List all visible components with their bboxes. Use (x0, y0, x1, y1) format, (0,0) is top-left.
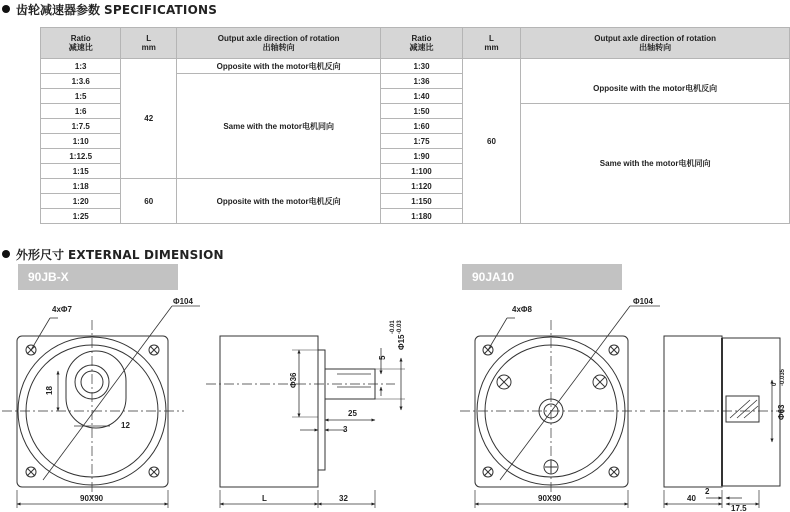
ratio-cell: 1:12.5 (41, 149, 121, 164)
l-cell: 42 (121, 59, 177, 179)
direction-header: Output axle direction of rotation 出轴转向 (521, 28, 790, 59)
mounting-hole-icon (609, 345, 619, 355)
ratio-cell: 1:150 (381, 194, 462, 209)
ratio-cell: 1:10 (41, 134, 121, 149)
d15-label: Φ15 (397, 334, 406, 350)
side-view-90jb (206, 336, 405, 508)
front-view-90jb (2, 306, 200, 508)
length-17-5-label: 17.5 (731, 504, 747, 512)
holes-label: 4xΦ7 (52, 305, 72, 314)
ratio-cell: 1:15 (41, 164, 121, 179)
l-header: L mm (121, 28, 177, 59)
direction-cell: Opposite with the motor电机反向 (177, 59, 381, 74)
mounting-hole-icon (609, 467, 619, 477)
ratio-cell: 1:75 (381, 134, 462, 149)
diameter-label: Φ104 (633, 297, 653, 306)
ratio-cell: 1:3 (41, 59, 121, 74)
ratio-cell: 1:18 (41, 179, 121, 194)
front-view-90ja (460, 306, 660, 508)
ratio-cell: 1:90 (381, 149, 462, 164)
screw-icon (593, 375, 607, 389)
diameter-label: Φ104 (173, 297, 193, 306)
model-tab-90ja10: 90JA10 (462, 264, 622, 290)
ratio-cell: 1:3.6 (41, 74, 121, 89)
shaft-length-label: 32 (339, 494, 348, 503)
ratio-cell: 1:30 (381, 59, 462, 74)
external-dimension-heading: 外形尺寸 EXTERNAL DIMENSION (2, 246, 224, 263)
l-header: L mm (462, 28, 521, 59)
side-view-90ja (650, 336, 785, 508)
ratio-cell: 1:5 (41, 89, 121, 104)
ratio-cell: 1:40 (381, 89, 462, 104)
mounting-hole-icon (149, 467, 159, 477)
ratio-cell: 1:60 (381, 119, 462, 134)
tolerance-bottom-label: -0.035 (780, 368, 786, 386)
length-3-label: 3 (343, 425, 348, 434)
direction-header: Output axle direction of rotation 出轴转向 (177, 28, 381, 59)
size-label: 90X90 (80, 494, 104, 503)
ratio-cell: 1:20 (41, 194, 121, 209)
tolerance-top-label: -0.01 (390, 320, 396, 334)
length-25-label: 25 (348, 409, 357, 418)
ratio-cell: 1:36 (381, 74, 462, 89)
mounting-hole-icon (26, 467, 36, 477)
mounting-hole-icon (483, 467, 493, 477)
tolerance-top-label: 0 (772, 382, 778, 386)
direction-cell: Same with the motor电机同向 (521, 104, 790, 224)
ratio-cell: 1:120 (381, 179, 462, 194)
ratio-cell: 1:100 (381, 164, 462, 179)
ratio-cell: 1:25 (41, 209, 121, 224)
direction-cell: Opposite with the motor电机反向 (521, 74, 790, 104)
ratio-cell: 1:180 (381, 209, 462, 224)
model-tab-90jb-x: 90JB-X (18, 264, 178, 290)
tolerance-bottom-label: -0.03 (397, 320, 403, 334)
mounting-hole-icon (149, 345, 159, 355)
d36-label: Φ36 (289, 372, 298, 388)
screw-icon (497, 375, 511, 389)
length-2-label: 2 (705, 487, 710, 496)
d63-label: Φ63 (777, 404, 786, 420)
dim-12-label: 12 (121, 421, 130, 430)
ratio-header: Ratio 减速比 (381, 28, 462, 59)
dim-18-label: 18 (45, 386, 54, 395)
ratio-cell: 1:7.5 (41, 119, 121, 134)
l-cell: 60 (121, 179, 177, 224)
size-label: 90X90 (538, 494, 562, 503)
specifications-heading: 齿轮减速器参数 SPECIFICATIONS (2, 1, 217, 18)
ratio-cell: 1:50 (381, 104, 462, 119)
direction-cell: Same with the motor电机同向 (177, 74, 381, 179)
ratio-header: Ratio 减速比 (41, 28, 121, 59)
key-5-label: 5 (378, 355, 387, 360)
ratio-cell: 1:6 (41, 104, 121, 119)
holes-label: 4xΦ8 (512, 305, 532, 314)
l-cell: 60 (462, 59, 521, 224)
length-l-label: L (262, 494, 267, 503)
length-40-label: 40 (687, 494, 696, 503)
direction-cell: Opposite with the motor电机反向 (177, 179, 381, 224)
